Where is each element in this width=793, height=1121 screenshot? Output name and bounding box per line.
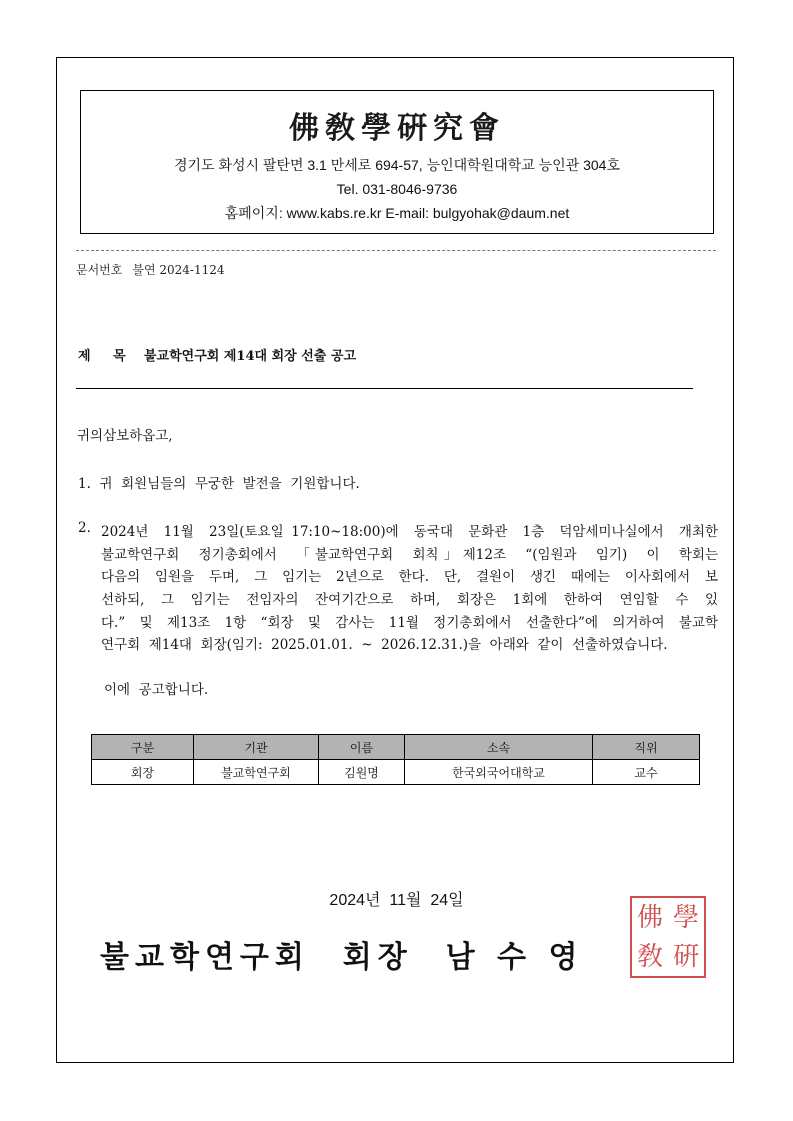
closing-line: 이에 공고합니다. xyxy=(104,682,209,698)
body-item-1: 1. 귀 회원님들의 무궁한 발전을 기원합니다. xyxy=(78,476,360,492)
dashed-divider xyxy=(76,250,716,251)
body-item-2-text xyxy=(101,520,718,656)
table-row xyxy=(92,760,700,785)
official-seal xyxy=(630,896,706,978)
table-header-cell: 직위 xyxy=(593,735,700,760)
salutation: 귀의삼보하옵고, xyxy=(77,428,173,444)
signature-line: 불교학연구회 회장 남 수 영 xyxy=(100,940,584,975)
table-cell: 김원명 xyxy=(319,760,405,785)
doc-number-value: 불연 2024-1124 xyxy=(132,263,225,277)
subject-label: 제 목 xyxy=(78,349,126,364)
body-line: 다음의 임원을 두며, 그 임기는 2년으로 한다. 단, 결원이 생긴 때에는 이사회에서 보 xyxy=(101,569,718,586)
body-line: 연구회 제14대 회장(임기: 2025.01.01. ~ 2026.12.31.)을 아래와 같이 선출하였습니다. xyxy=(101,637,668,654)
letterhead xyxy=(80,90,714,234)
table-cell: 한국외국어대학교 xyxy=(405,760,593,785)
body-line: 선하되, 그 임기는 전임자의 잔여기간으로 하며, 회장은 1회에 한하여 연임할 수 있 xyxy=(101,592,718,609)
org-title: 佛敎學硏究會 xyxy=(289,111,505,146)
body-item-2-number: 2. xyxy=(78,520,91,536)
org-web-email: 홈페이지: www.kabs.re.kr E-mail: bulgyohak@daum.net xyxy=(224,205,570,221)
table-header-cell: 이름 xyxy=(319,735,405,760)
table-header-cell: 구분 xyxy=(92,735,194,760)
table-cell: 불교학연구회 xyxy=(194,760,319,785)
doc-number xyxy=(76,261,225,278)
seal-char: 佛 xyxy=(636,902,663,933)
subject xyxy=(78,345,356,364)
body-line: 다.” 및 제13조 1항 “회장 및 감사는 11월 정기총회에서 선출한다”에 의거하여 불교학 xyxy=(101,614,718,631)
election-table xyxy=(91,734,700,785)
seal-char: 硏 xyxy=(672,941,699,972)
subject-value: 불교학연구회 제14대 회장 선출 공고 xyxy=(144,349,357,364)
issue-date: 2024년 11월 24일 xyxy=(329,892,464,909)
body-line: 2024년 11월 23일(토요일 17:10~18:00)에 동국대 문화관 1층 덕암세미나실에서 개최한 xyxy=(101,524,718,540)
table-header-cell: 소속 xyxy=(405,735,593,760)
table-header-cell: 기관 xyxy=(194,735,319,760)
subject-underline xyxy=(76,388,693,389)
table-header-row xyxy=(92,735,700,760)
table-cell: 회장 xyxy=(92,760,194,785)
doc-number-label: 문서번호 xyxy=(76,263,123,277)
seal-char: 敎 xyxy=(636,941,663,972)
org-address: 경기도 화성시 팔탄면 3.1 만세로 694-57, 능인대학원대학교 능인관 304호 xyxy=(174,157,620,173)
body-line: 불교학연구회 정기총회에서 「불교학연구회 회칙」제12조 “(임원과 임기) 이 학회는 xyxy=(101,546,718,563)
table-cell: 교수 xyxy=(593,760,700,785)
org-tel: Tel. 031-8046-9736 xyxy=(336,181,458,197)
seal-char: 學 xyxy=(672,902,699,933)
